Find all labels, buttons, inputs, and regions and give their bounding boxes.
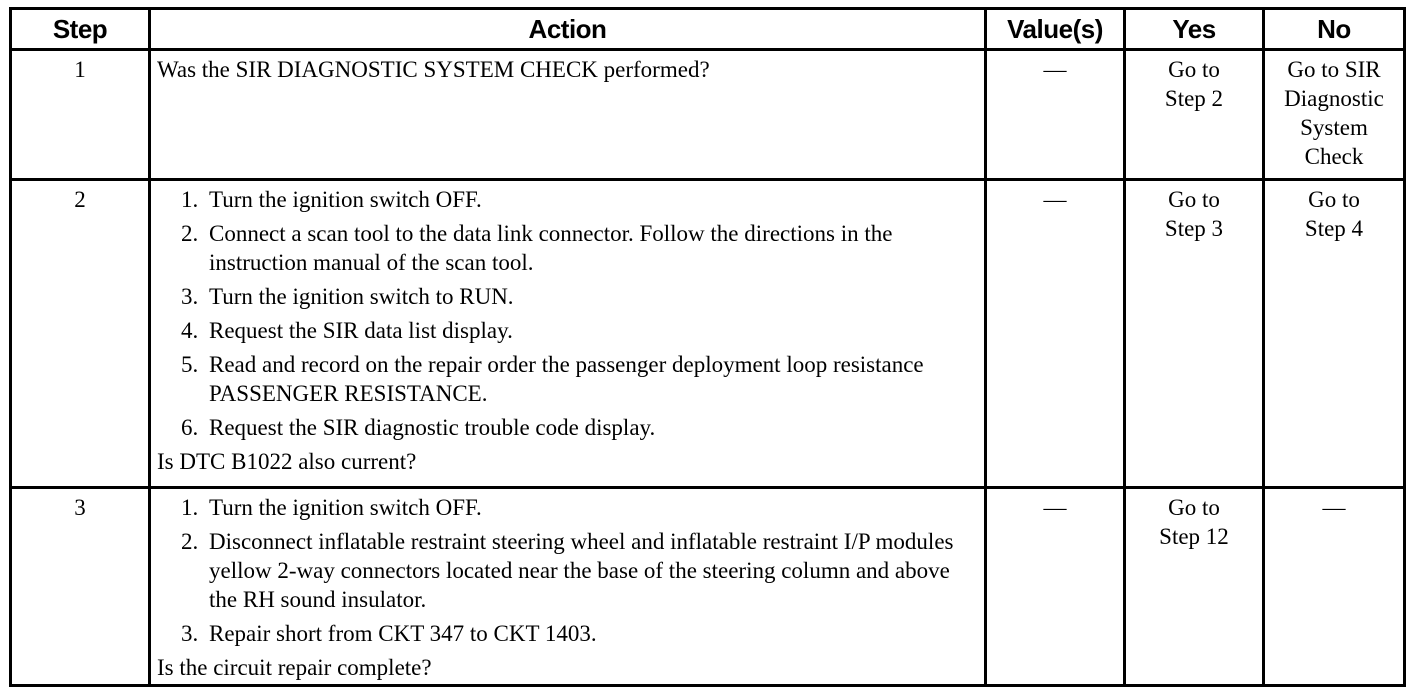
yes-cell: Go to Step 12 [1125, 488, 1264, 686]
action-step: 2. Connect a scan tool to the data link connector. Follow the directions in the instruction manual of the scan tool. [181, 221, 893, 275]
header-yes: Yes [1125, 9, 1264, 50]
action-cell [150, 50, 986, 180]
action-step: 1. Turn the ignition switch OFF. [181, 495, 482, 520]
value-cell: — [986, 50, 1125, 180]
no-cell: Go to Step 4 [1264, 180, 1405, 488]
value-cell: — [986, 180, 1125, 488]
action-cell [150, 180, 986, 488]
value-cell: — [986, 488, 1125, 686]
action-step: 3. Turn the ignition switch to RUN. [181, 284, 514, 309]
step-number: 3 [11, 488, 150, 686]
header-no: No [1264, 9, 1405, 50]
action-step: 6. Request the SIR diagnostic trouble code display. [181, 415, 656, 440]
step-number: 1 [11, 50, 150, 180]
action-step: 4. Request the SIR data list display. [181, 318, 513, 343]
action-step: 5. Read and record on the repair order the passenger deployment loop resistance PASSENGER RESISTANCE. [181, 352, 924, 406]
no-cell: — [1264, 488, 1405, 686]
action-question: Was the SIR DIAGNOSTIC SYSTEM CHECK performed? [157, 57, 710, 82]
action-step: 3. Repair short from CKT 347 to CKT 1403. [181, 621, 597, 646]
step-number: 2 [11, 180, 150, 488]
action-step-list [157, 493, 978, 648]
action-step: 1. Turn the ignition switch OFF. [181, 187, 482, 212]
yes-cell: Go to Step 3 [1125, 180, 1264, 488]
no-cell: Go to SIR Diagnostic System Check [1264, 50, 1405, 180]
table-row [11, 180, 1405, 488]
action-question: Is DTC B1022 also current? [157, 449, 417, 474]
action-step: 2. Disconnect inflatable restraint steering wheel and inflatable restraint I/P modules yellow 2-way connectors located near the base of the steering column and above the RH sound insulator. [181, 529, 954, 612]
diagnostic-table [9, 7, 1406, 687]
table-row [11, 488, 1405, 686]
header-values: Value(s) [986, 9, 1125, 50]
action-cell [150, 488, 986, 686]
action-question: Is the circuit repair complete? [157, 655, 432, 680]
action-step-list [157, 185, 978, 442]
header-step: Step [11, 9, 150, 50]
header-row [11, 9, 1405, 50]
table-row [11, 50, 1405, 180]
yes-cell: Go to Step 2 [1125, 50, 1264, 180]
header-action: Action [150, 9, 986, 50]
diagnostic-page [9, 7, 1403, 687]
